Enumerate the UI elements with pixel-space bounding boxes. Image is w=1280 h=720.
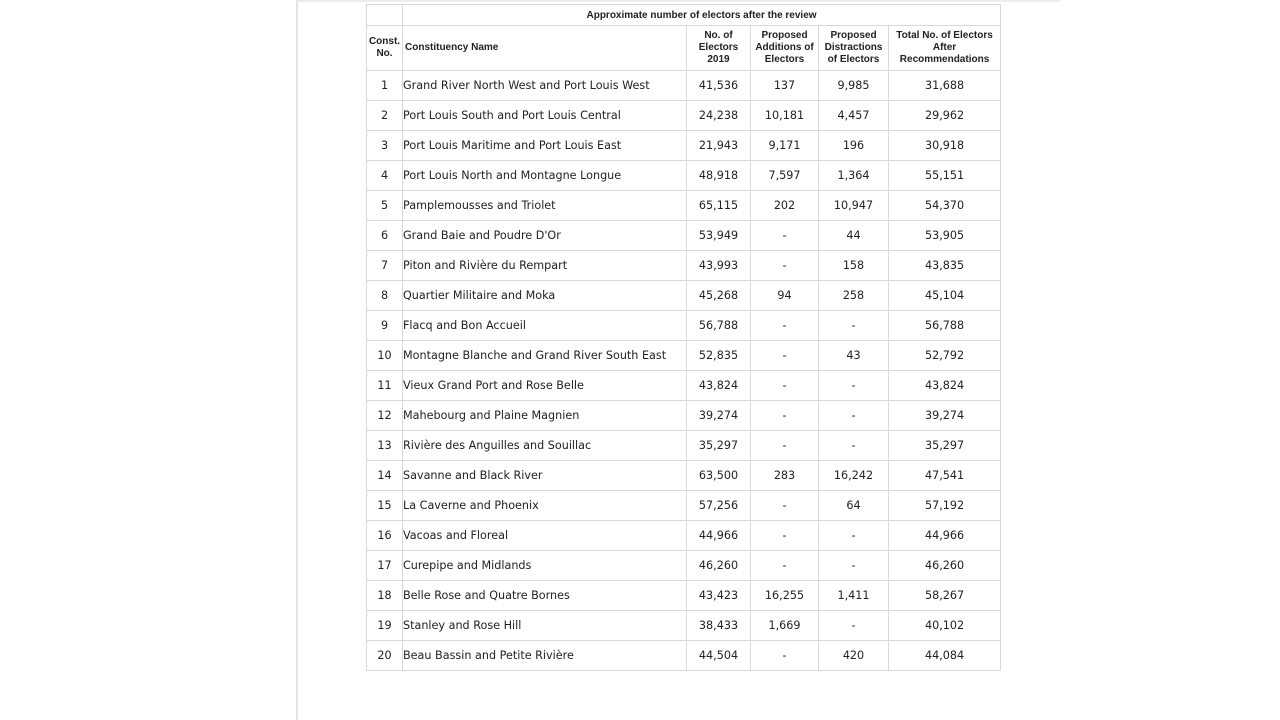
- cell-constituency-name: Grand River North West and Port Louis West: [403, 71, 687, 101]
- table-row: [367, 461, 1001, 491]
- cell-proposed-distractions: 158: [819, 251, 889, 281]
- cell-total-electors: 44,084: [889, 641, 1001, 671]
- cell-electors-2019: 43,993: [687, 251, 751, 281]
- cell-const-no: 18: [367, 581, 403, 611]
- cell-proposed-additions: -: [751, 431, 819, 461]
- cell-const-no: 11: [367, 371, 403, 401]
- header-electors-2019: No. of Electors 2019: [687, 26, 751, 71]
- cell-electors-2019: 44,504: [687, 641, 751, 671]
- cell-const-no: 8: [367, 281, 403, 311]
- table-row: [367, 191, 1001, 221]
- table-row: [367, 221, 1001, 251]
- cell-proposed-distractions: 10,947: [819, 191, 889, 221]
- cell-total-electors: 47,541: [889, 461, 1001, 491]
- cell-electors-2019: 53,949: [687, 221, 751, 251]
- cell-proposed-additions: 16,255: [751, 581, 819, 611]
- cell-const-no: 13: [367, 431, 403, 461]
- cell-electors-2019: 43,423: [687, 581, 751, 611]
- cell-proposed-distractions: -: [819, 521, 889, 551]
- cell-const-no: 10: [367, 341, 403, 371]
- cell-electors-2019: 56,788: [687, 311, 751, 341]
- table-row: [367, 251, 1001, 281]
- cell-constituency-name: Vieux Grand Port and Rose Belle: [403, 371, 687, 401]
- cell-constituency-name: Stanley and Rose Hill: [403, 611, 687, 641]
- table-row: [367, 131, 1001, 161]
- cell-const-no: 3: [367, 131, 403, 161]
- electors-table: [366, 4, 1001, 671]
- cell-proposed-additions: 7,597: [751, 161, 819, 191]
- cell-constituency-name: Vacoas and Floreal: [403, 521, 687, 551]
- table-row: [367, 611, 1001, 641]
- cell-const-no: 16: [367, 521, 403, 551]
- cell-const-no: 6: [367, 221, 403, 251]
- cell-proposed-additions: -: [751, 401, 819, 431]
- cell-total-electors: 40,102: [889, 611, 1001, 641]
- cell-proposed-additions: 137: [751, 71, 819, 101]
- cell-const-no: 4: [367, 161, 403, 191]
- cell-const-no: 9: [367, 311, 403, 341]
- cell-electors-2019: 63,500: [687, 461, 751, 491]
- cell-proposed-distractions: 420: [819, 641, 889, 671]
- cell-total-electors: 31,688: [889, 71, 1001, 101]
- cell-total-electors: 58,267: [889, 581, 1001, 611]
- cell-constituency-name: Port Louis South and Port Louis Central: [403, 101, 687, 131]
- cell-const-no: 15: [367, 491, 403, 521]
- cell-proposed-additions: -: [751, 221, 819, 251]
- cell-total-electors: 54,370: [889, 191, 1001, 221]
- table-body: [367, 71, 1001, 671]
- cell-proposed-distractions: 196: [819, 131, 889, 161]
- cell-total-electors: 43,824: [889, 371, 1001, 401]
- cell-total-electors: 30,918: [889, 131, 1001, 161]
- table-row: [367, 551, 1001, 581]
- cell-const-no: 17: [367, 551, 403, 581]
- cell-total-electors: 56,788: [889, 311, 1001, 341]
- cell-proposed-distractions: -: [819, 431, 889, 461]
- cell-constituency-name: Piton and Rivière du Rempart: [403, 251, 687, 281]
- cell-total-electors: 57,192: [889, 491, 1001, 521]
- cell-proposed-distractions: 1,364: [819, 161, 889, 191]
- cell-proposed-distractions: -: [819, 371, 889, 401]
- cell-proposed-distractions: 64: [819, 491, 889, 521]
- cell-const-no: 7: [367, 251, 403, 281]
- cell-electors-2019: 41,536: [687, 71, 751, 101]
- cell-electors-2019: 57,256: [687, 491, 751, 521]
- cell-constituency-name: Curepipe and Midlands: [403, 551, 687, 581]
- cell-constituency-name: Grand Baie and Poudre D'Or: [403, 221, 687, 251]
- table-row: [367, 401, 1001, 431]
- table-row: [367, 311, 1001, 341]
- header-total-electors: Total No. of Electors After Recommendations: [889, 26, 1001, 71]
- cell-proposed-distractions: 16,242: [819, 461, 889, 491]
- table-row: [367, 281, 1001, 311]
- cell-electors-2019: 52,835: [687, 341, 751, 371]
- cell-const-no: 12: [367, 401, 403, 431]
- cell-proposed-distractions: 43: [819, 341, 889, 371]
- header-proposed-distractions: Proposed Distractions of Electors: [819, 26, 889, 71]
- table-row: [367, 491, 1001, 521]
- cell-const-no: 19: [367, 611, 403, 641]
- header-const-no: Const. No.: [367, 26, 403, 71]
- cell-electors-2019: 44,966: [687, 521, 751, 551]
- cell-total-electors: 44,966: [889, 521, 1001, 551]
- cell-proposed-distractions: 258: [819, 281, 889, 311]
- cell-constituency-name: Flacq and Bon Accueil: [403, 311, 687, 341]
- cell-electors-2019: 45,268: [687, 281, 751, 311]
- cell-total-electors: 46,260: [889, 551, 1001, 581]
- cell-proposed-additions: 9,171: [751, 131, 819, 161]
- cell-electors-2019: 65,115: [687, 191, 751, 221]
- cell-proposed-additions: -: [751, 251, 819, 281]
- cell-proposed-additions: -: [751, 641, 819, 671]
- cell-constituency-name: Port Louis North and Montagne Longue: [403, 161, 687, 191]
- table-row: [367, 371, 1001, 401]
- cell-proposed-distractions: 1,411: [819, 581, 889, 611]
- cell-total-electors: 39,274: [889, 401, 1001, 431]
- cell-constituency-name: Beau Bassin and Petite Rivière: [403, 641, 687, 671]
- cell-const-no: 14: [367, 461, 403, 491]
- cell-proposed-distractions: 44: [819, 221, 889, 251]
- cell-proposed-additions: 202: [751, 191, 819, 221]
- cell-total-electors: 55,151: [889, 161, 1001, 191]
- cell-proposed-additions: -: [751, 371, 819, 401]
- table-row: [367, 341, 1001, 371]
- cell-proposed-additions: -: [751, 521, 819, 551]
- cell-const-no: 20: [367, 641, 403, 671]
- cell-electors-2019: 39,274: [687, 401, 751, 431]
- cell-proposed-distractions: -: [819, 611, 889, 641]
- cell-constituency-name: Savanne and Black River: [403, 461, 687, 491]
- table-row: [367, 521, 1001, 551]
- cell-constituency-name: Pamplemousses and Triolet: [403, 191, 687, 221]
- cell-total-electors: 52,792: [889, 341, 1001, 371]
- cell-constituency-name: Montagne Blanche and Grand River South East: [403, 341, 687, 371]
- cell-proposed-additions: -: [751, 551, 819, 581]
- cell-const-no: 1: [367, 71, 403, 101]
- table-row: [367, 581, 1001, 611]
- cell-proposed-distractions: -: [819, 401, 889, 431]
- cell-proposed-distractions: 9,985: [819, 71, 889, 101]
- cell-proposed-additions: -: [751, 491, 819, 521]
- cell-electors-2019: 35,297: [687, 431, 751, 461]
- table-caption: Approximate number of electors after the review: [403, 5, 1001, 26]
- cell-total-electors: 53,905: [889, 221, 1001, 251]
- cell-proposed-additions: 283: [751, 461, 819, 491]
- document-page: [296, 0, 1060, 720]
- cell-proposed-additions: 1,669: [751, 611, 819, 641]
- cell-constituency-name: Quartier Militaire and Moka: [403, 281, 687, 311]
- cell-constituency-name: Mahebourg and Plaine Magnien: [403, 401, 687, 431]
- table-row: [367, 71, 1001, 101]
- table-header-row: [367, 26, 1001, 71]
- cell-constituency-name: Belle Rose and Quatre Bornes: [403, 581, 687, 611]
- table-row: [367, 641, 1001, 671]
- cell-electors-2019: 24,238: [687, 101, 751, 131]
- cell-const-no: 5: [367, 191, 403, 221]
- cell-constituency-name: La Caverne and Phoenix: [403, 491, 687, 521]
- cell-proposed-additions: 10,181: [751, 101, 819, 131]
- table-caption-row: [367, 5, 1001, 26]
- cell-total-electors: 29,962: [889, 101, 1001, 131]
- cell-proposed-distractions: -: [819, 551, 889, 581]
- cell-total-electors: 45,104: [889, 281, 1001, 311]
- cell-proposed-distractions: 4,457: [819, 101, 889, 131]
- cell-proposed-distractions: -: [819, 311, 889, 341]
- cell-const-no: 2: [367, 101, 403, 131]
- cell-electors-2019: 46,260: [687, 551, 751, 581]
- cell-electors-2019: 43,824: [687, 371, 751, 401]
- cell-electors-2019: 38,433: [687, 611, 751, 641]
- cell-electors-2019: 48,918: [687, 161, 751, 191]
- table-row: [367, 431, 1001, 461]
- cell-total-electors: 43,835: [889, 251, 1001, 281]
- cell-total-electors: 35,297: [889, 431, 1001, 461]
- cell-electors-2019: 21,943: [687, 131, 751, 161]
- cell-constituency-name: Port Louis Maritime and Port Louis East: [403, 131, 687, 161]
- cell-constituency-name: Rivière des Anguilles and Souillac: [403, 431, 687, 461]
- header-constituency-name: Constituency Name: [403, 26, 687, 71]
- cell-proposed-additions: -: [751, 311, 819, 341]
- table-row: [367, 101, 1001, 131]
- table-row: [367, 161, 1001, 191]
- cell-proposed-additions: 94: [751, 281, 819, 311]
- header-proposed-additions: Proposed Additions of Electors: [751, 26, 819, 71]
- cell-proposed-additions: -: [751, 341, 819, 371]
- caption-empty-cell: [367, 5, 403, 26]
